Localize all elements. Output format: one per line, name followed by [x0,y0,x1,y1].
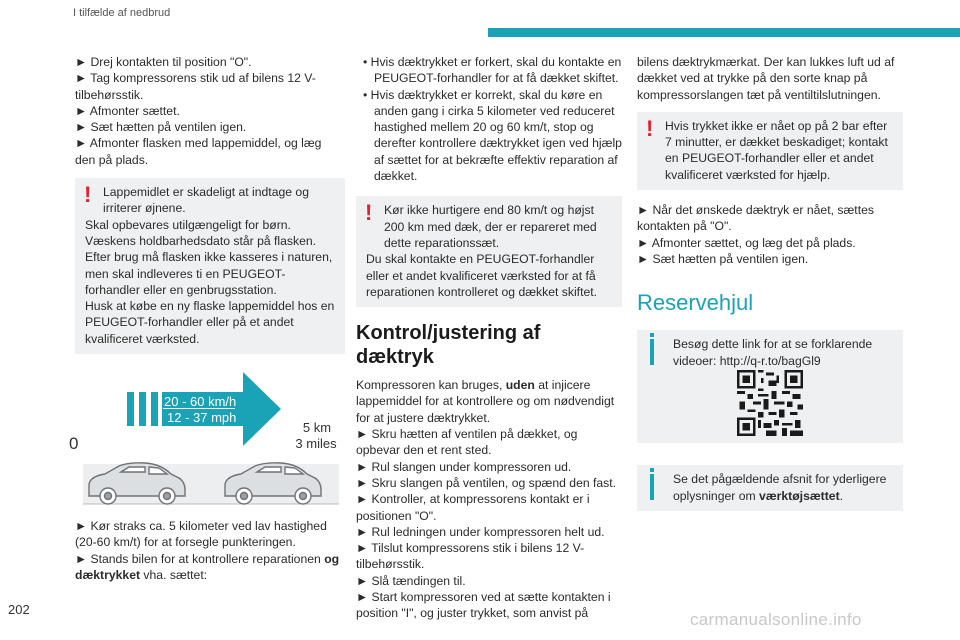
step: ► Kontroller, at kompressorens kontakt er i positionen "O". [356,492,590,523]
continued-text: bilens dæktrykmærkat. Der kan lukkes luft ud af dækket ved at trykke på den sorte knap på kompressorslangen tæt på ventiltilslutningen. [637,55,895,102]
info-part: . [839,488,844,503]
info-text: Besøg dette link for at se forklarende videoer: http://q-r.to/bagGl9 [673,337,873,368]
warning-icon: ! [646,115,654,141]
warning-box [637,112,903,190]
section-title: Reservehjul [637,290,754,316]
warning-text: Husk at købe en ny flaske lappemiddel hos en PEUGEOT-forhandler eller på et andet kvalificeret værksted. [85,299,335,346]
warning-text: Du skal kontakte en PEUGEOT-forhandler eller et andet kvalificeret værksted for at få reparationen kontrolleret og dækket skiftet. [366,252,598,299]
warning-icon: ! [84,182,92,208]
distance-zero-label: 0 [69,434,79,454]
step [75,551,345,584]
step-text: vha. sættet: [140,567,208,582]
step: ► Tilslut kompressorens stik i bilens 12 V-tilbehørsstik. [356,541,585,572]
step: ► Afmonter flasken med lappemiddel, og læg den på plads. [75,136,322,167]
qr-code-icon[interactable] [737,370,803,436]
info-box [637,465,903,511]
distance-miles-label: 3 miles [295,436,337,452]
intro-part: Kompressoren kan bruges, [356,378,506,393]
step-bold: og dæktrykket [75,551,340,582]
column-right [637,54,903,511]
warning-text: Kør ikke hurtigere end 80 km/t og højst 200 km med dæk, der er repareret med dette reparationssæt. [384,203,597,250]
warning-box [75,178,345,354]
info-text [673,471,897,504]
dot-list [356,54,622,184]
warning-icon: ! [365,200,373,226]
intro-part: at injicere lappemiddel for at kontrollere og om nødvendigt for at justere dæktrykket. [356,378,615,425]
info-icon-bar [650,339,654,365]
step: ► Start kompressoren ved at sætte kontakten i position "I", og juster trykket, som anvist på [356,590,611,621]
info-bold: værktøjsættet [759,488,840,503]
warning-text: Lappemidlet er skadeligt at indtage og irriterer øjnene. [103,185,309,216]
step: ► Afmonter sættet. [75,103,180,118]
step: ► Skru slangen på ventilen, og spænd den fast. [356,475,617,490]
page-number: 202 [8,602,30,617]
step: ► Når det ønskede dæktryk er nået, sættes kontakten på "O". [637,203,874,234]
list-item: • Hvis dæktrykket er forkert, skal du kontakte en PEUGEOT-forhandler for at få dækket skiftet. [363,55,622,86]
info-icon-bar [650,474,654,500]
speed-stripe [151,392,158,426]
speed-stripe [127,392,134,426]
info-part: Se det pågældende afsnit for yderligere oplysninger om [673,472,887,503]
info-icon [650,333,654,337]
column-middle [356,54,622,622]
step: ► Rul ledningen under kompressoren helt ud. [356,524,605,539]
step: ► Afmonter sættet, og læg det på plads. [637,235,856,250]
warning-text: Efter brug må flasken ikke kasseres i naturen, men skal indleveres ti en PEUGEOT-forhandler eller en genbrugsstation. [85,250,333,297]
info-icon [650,468,654,472]
speed-mph-label: 12 - 37 mph [167,410,237,426]
step: ► Rul slangen under kompressoren ud. [356,459,572,474]
step-text: ► Stands bilen for at kontrollere reparationen [75,551,321,566]
drive-figure [69,368,345,508]
warning-text: Hvis trykket ikke er nået op på 2 bar efter 7 minutter, er dækket beskadiget; kontakt en PEUGEOT-forhandler eller et andet kvalificeret værksted for hjælp. [665,118,888,182]
info-box [637,330,903,443]
distance-km-label: 5 km [302,420,332,436]
step: ► Skru hætten af ventilen på dækket, og opbevar den et rent sted. [356,427,578,458]
warning-box [356,196,622,307]
header-accent-bar [488,28,960,37]
speed-kmh-label: 20 - 60 km/h [164,394,237,410]
section-title: Kontrol/justering af dæktryk [356,322,541,369]
step: ► Sæt hætten på ventilen igen. [75,120,247,135]
step: ► Tag kompressorens stik ud af bilens 12 V-tilbehørsstik. [75,71,316,102]
speed-stripe [139,392,146,426]
intro-text [356,377,622,426]
step: ► Drej kontakten til position "O". [75,55,252,69]
step: ► Slå tændingen til. [356,573,466,588]
column-left [69,54,345,583]
step: ► Kør straks ca. 5 kilometer ved lav hastighed (20-60 km/t) for at forsegle punkteringen. [75,519,327,550]
running-header: I tilfælde af nedbrud [73,7,171,19]
warning-text: Skal opbevares utilgængeligt for børn. [85,217,291,232]
list-item: • Hvis dæktrykket er korrekt, skal du køre en anden gang i cirka 5 kilometer ved reduceret hastighed mellem 20 og 60 km/t, stop og derefter kontrollere dæktrykket igen ved hjælp af sættet for at bekræfte effektiv reparation af dækket. [363,87,622,184]
warning-text: Væskens holdbarhedsdato står på flasken. [85,233,317,248]
step: ► Sæt hætten på ventilen igen. [637,251,809,266]
watermark: carmanualsonline.info [690,610,862,629]
intro-bold: uden [505,378,535,393]
